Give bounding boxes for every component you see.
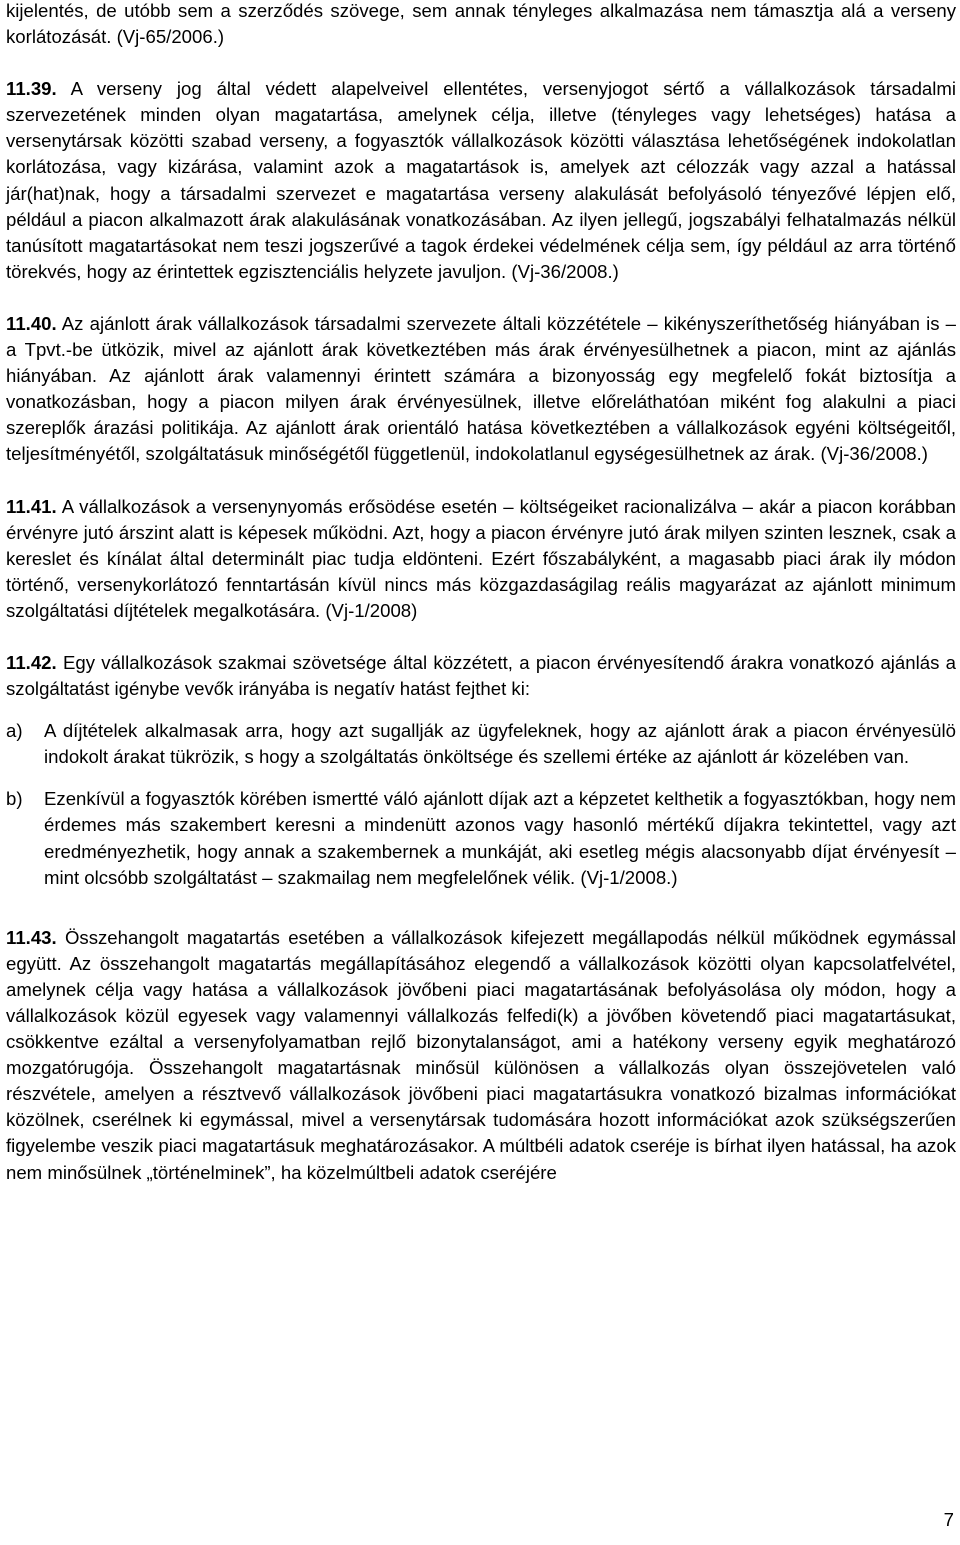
list-item-a [6, 718, 956, 770]
paragraph-number: 11.42. [6, 651, 57, 673]
paragraph-number: 11.41. [6, 495, 57, 517]
paragraph-11-40 [6, 311, 956, 468]
page-number: 7 [943, 1509, 954, 1530]
list-item-text: A díjtételek alkalmasak arra, hogy azt sugallják az ügyfeleknek, hogy az ajánlott árak a piacon érvényesülö indokolt árakat tükrözik, s hogy a szolgáltatás önköltsége és szellemi értéke az ajánlott ár közelében van. [44, 720, 956, 768]
document-page [6, 0, 956, 1186]
list-marker: a) [6, 720, 23, 742]
paragraph-text: A verseny jog által védett alapelveivel ellentétes, versenyjogot sértő a vállalkozások társadalmi szervezetének minden olyan magatartása, amelynek célja, illetve (tényleges vagy lehetséges) hatása a versenytársak közötti szabad verseny, a fogyasztók vállalkozások közötti választása lehetőségének indokolatlan korlátozása, vagy kizárása, valamint azok a magatartások is, amelyek azt célozzák vagy azzal a hatással jár(hat)nak, hogy a társadalmi szervezet e magatartása verseny alakulását befolyásoló tényezővé lépjen elő, például a piacon alkalmazott árak alakulásának vonatkozásában. Az ilyen jellegű, jogszabályi felhatalmazás nélkül tanúsított magatartásokat nem teszi jogszerűvé a tagok érdekei védelmének célja sem, így például az arra történő törekvés, hogy az érintettek egzisztenciális helyzete javuljon. (Vj-36/2008.) [6, 78, 956, 282]
paragraph-11-42 [6, 650, 956, 702]
paragraph-text: Az ajánlott árak vállalkozások társadalmi szervezete általi közzététele – kikényszeríthetőség hiányában is – a Tpvt.-be ütközik, mivel az ajánlott árak következtében más árak érvényesülhetnek a piacon, mint az ajánlás hiányában. Az ajánlott árak valamennyi érintett számára a bizonyosság egy megfelelő fokát biztosítja a vonatkozásban, hogy a piacon milyen árak érvényesülnek, illetve előreláthatóan miként fog alakulni a piaci szereplők árazási politikája. Az ajánlott árak orientáló hatása következtében a vállalkozások egyéni költségeitől, teljesítményétől, szolgáltatásuk minőségétől függetlenül, indokolatlanul egységesülhetnek az árak. (Vj-36/2008.) [6, 312, 956, 465]
paragraph-number: 11.43. [6, 926, 57, 948]
paragraph-text: Összehangolt magatartás esetében a vállalkozások kifejezett megállapodás nélkül működnek egymással együtt. Az összehangolt magatartás megállapításához elegendő a vállalkozások közötti olyan kapcsolatfelvétel, amelynek célja vagy hatása a vállalkozások jövőbeni piaci magatartásának befolyásolása oly módon, hogy a vállalkozások közül egyesek vagy valamennyi vállalkozás felfedi(k) a jövőben követendő piaci magatartásukat, csökkentve ezáltal a versenyfolyamatban rejlő bizonytalanságot, ami a hatékony verseny egyik meghatározó mozgatórugója. Összehangolt magatartásnak minősül különösen a vállalkozás olyan összejövetelen való részvétele, amelyen a résztvevő vállalkozások jövőbeni piaci magatartásukra vonatkozó bizalmas információkat közölnek, cserélnek ki egymással, mivel a versenytársak tudomására hozott információkat azok szükségszerűen figyelembe veszik piaci magatartásuk meghatározásakor. A múltbéli adatok cseréje is bírhat ilyen hatással, ha azok nem minősülnek „történelminek”, ha közelmúltbeli adatok cseréjére [6, 926, 956, 1183]
paragraph-continuation-text: kijelentés, de utóbb sem a szerződés szövege, sem annak tényleges alkalmazása nem támasztja alá a verseny korlátozását. (Vj-65/2006.) [6, 0, 956, 48]
list-marker: b) [6, 788, 23, 810]
paragraph-11-43 [6, 925, 956, 1186]
list-item-b [6, 786, 956, 890]
paragraph-11-39 [6, 76, 956, 285]
paragraph-continuation [6, 0, 956, 50]
paragraph-11-41 [6, 494, 956, 624]
paragraph-text: Egy vállalkozások szakmai szövetsége által közzétett, a piacon érvényesítendő árakra vonatkozó ajánlás a szolgáltatást igénybe vevők irányába is negatív hatást fejthet ki: [6, 651, 956, 700]
paragraph-text: A vállalkozások a versenynyomás erősödése esetén – költségeiket racionalizálva – akár a piacon korábban érvényre jutó árszint alatt is képesek működni. Azt, hogy a piacon érvényre jutó árak milyen szinten lesznek, csak a kereslet és kínálat által determinált piac tudja eldönteni. Ezért főszabályként, a magasabb piaci árak ily módon történő, versenykorlátozó fenntartásán kívül nincs más közgazdaságilag reális magyarázat az ajánlott minimum szolgáltatási díjtételek megalkotására. (Vj-1/2008) [6, 495, 957, 621]
list-item-text: Ezenkívül a fogyasztók körében ismertté váló ajánlott díjak azt a képzetet kelthetik a fogyasztókban, hogy nem érdemes más szakembert keresni a mindenütt azonos vagy hasonló mértékű díjakra tekintettel, vagy azt eredményezhetik, hogy annak a szakembernek a munkáját, aki esetleg mégis alacsonyabb díjat érvényesít – mint olcsóbb szolgáltatást – szakmailag nem megfelelőnek vélik. (Vj-1/2008.) [44, 788, 956, 888]
paragraph-number: 11.39. [6, 78, 57, 100]
paragraph-number: 11.40. [6, 312, 57, 334]
